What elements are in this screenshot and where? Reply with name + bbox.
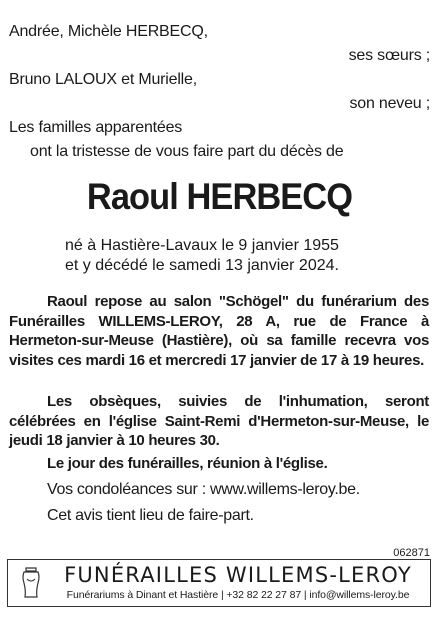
birth-info: né à Hastière-Lavaux le 9 janvier 1955 [65,237,339,254]
condolences-paragraph: Vos condoléances sur : www.willems-leroy.be. [47,481,360,498]
family-line-2: Bruno LALOUX et Murielle, [9,71,197,88]
funeral-home-name: FUNÉRAILLES WILLEMS-LEROY [64,563,412,587]
gathering-paragraph: Le jour des funérailles, réunion à l'église. [47,455,328,472]
funeral-home-contact: Funérariums à Dinant et Hastière | +32 82 22 27 87 | info@willems-leroy.be [66,589,410,601]
reference-number: 062871 [393,547,430,559]
funeral-paragraph: Les obsèques, suivies de l'inhumation, seront célébrées en l'église Saint-Remi d'Hermeton-sur-Meuse, le jeudi 18 janvier à 10 heures 30. [9,393,429,449]
announcement-line: ont la tristesse de vous faire part du décès de [30,143,344,160]
death-info: et y décédé le samedi 13 janvier 2024. [65,257,339,274]
deceased-name: Raoul HERBECQ [86,176,353,217]
family-relation-1: ses sœurs ; [348,47,430,64]
notice-paragraph: Cet avis tient lieu de faire-part. [47,507,254,524]
family-line-1: Andrée, Michèle HERBECQ, [9,23,208,40]
visitation-paragraph: Raoul repose au salon "Schögel" du funérarium des Funérailles WILLEMS-LEROY, 28 A, rue de France à Hermeton-sur-Meuse (Hastière), où sa famille recevra vos visites ces mardi 16 et mercredi 17 janvier de 17 à 19 heures. [9,293,429,369]
family-relation-2: son neveu ; [349,95,430,112]
family-line-3: Les familles apparentées [9,119,183,136]
urn-logo-icon [18,565,44,601]
